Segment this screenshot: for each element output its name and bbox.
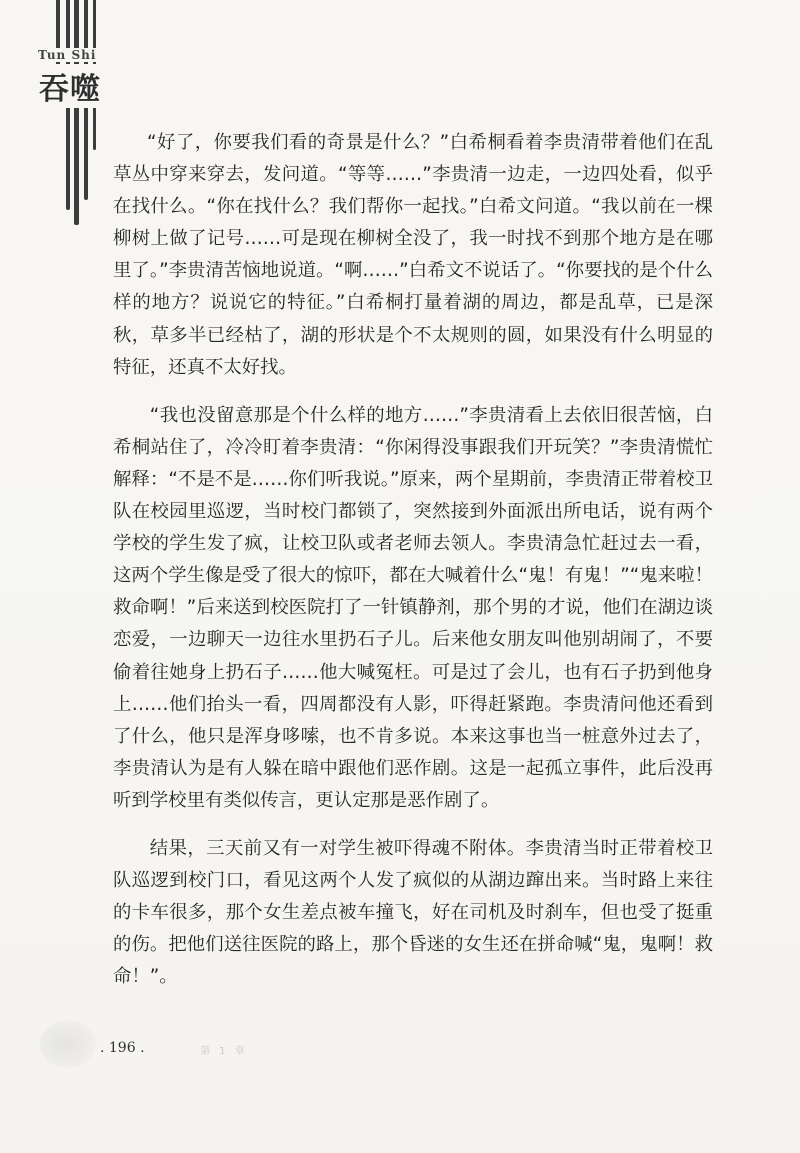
paragraph: “好了，你要我们看的奇景是什么？”白希桐看着李贵清带着他们在乱草丛中穿来穿去，发问道。“等等……”李贵清一边走，一边四处看，似乎在找什么。“你在找什么？我们帮你一起找。”白希文问道。“我以前在一棵柳树上做了记号……可是现在柳树全没了，我一时找不到那个地方是在哪里了。”李贵清苦恼地说道。“啊……”白希文不说话了。“你要找的是个什么样的地方？说说它的特征。”白希桐打量着湖的周边，都是乱草，已是深秋，草多半已经枯了，湖的形状是个不太规则的圆，如果没有什么明显的特征，还真不太好找。 (113, 132, 713, 378)
page-number: . 196 . (100, 1040, 145, 1056)
footer-chapter-faint: 第 1 章 (200, 1046, 248, 1057)
series-title: 吞噬 (36, 64, 104, 108)
paragraph: “我也没留意那是个什么样的地方……”李贵清看上去依旧很苦恼，白希桐站住了，冷冷盯着李贵清：“你闲得没事跟我们开玩笑？”李贵清慌忙解释：“不是不是……你们听我说。”原来，两个星期前，李贵清正带着校卫队在校园里巡逻，当时校门都锁了，突然接到外面派出所电话，说有两个学校的学生发了疯，让校卫队或者老师去领人。李贵清急忙赶过去一看，这两个学生像是受了很大的惊吓，都在大喊着什么“鬼！有鬼！”“鬼来啦！救命啊！”后来送到校医院打了一针镇静剂，那个男的才说，他们在湖边谈恋爱，一边聊天一边往水里扔石子儿。后来他女朋友叫他别胡闹了，不要偷着往她身上扔石子……他大喊冤枉。可是过了会儿，也有石子扔到他身上……他们抬头一看，四周都没有人影，吓得赶紧跑。李贵清问他还看到了什么，他只是浑身哆嗦，也不肯多说。本来这事也当一桩意外过去了，李贵清认为是有人躲在暗中跟他们恶作剧。这是一起孤立事件，此后没再听到学校里有类似传言，更认定那是恶作剧了。 (113, 404, 713, 811)
decorative-bars (52, 0, 112, 230)
series-latin-title: Tun Shi (38, 48, 97, 62)
body-text (113, 127, 713, 993)
page-footer (40, 1020, 340, 1070)
footer-emblem (40, 1020, 96, 1068)
paragraph: 结果，三天前又有一对学生被吓得魂不附体。李贵清当时正带着校卫队巡逻到校门口，看见这两个人发了疯似的从湖边蹿出来。当时路上来往的卡车很多，那个女生差点被车撞飞，好在司机及时刹车，但也受了挺重的伤。把他们送往医院的路上，那个昏迷的女生还在拼命喊“鬼，鬼啊！救命！”。 (113, 837, 713, 988)
decorative-bar (74, 0, 79, 225)
